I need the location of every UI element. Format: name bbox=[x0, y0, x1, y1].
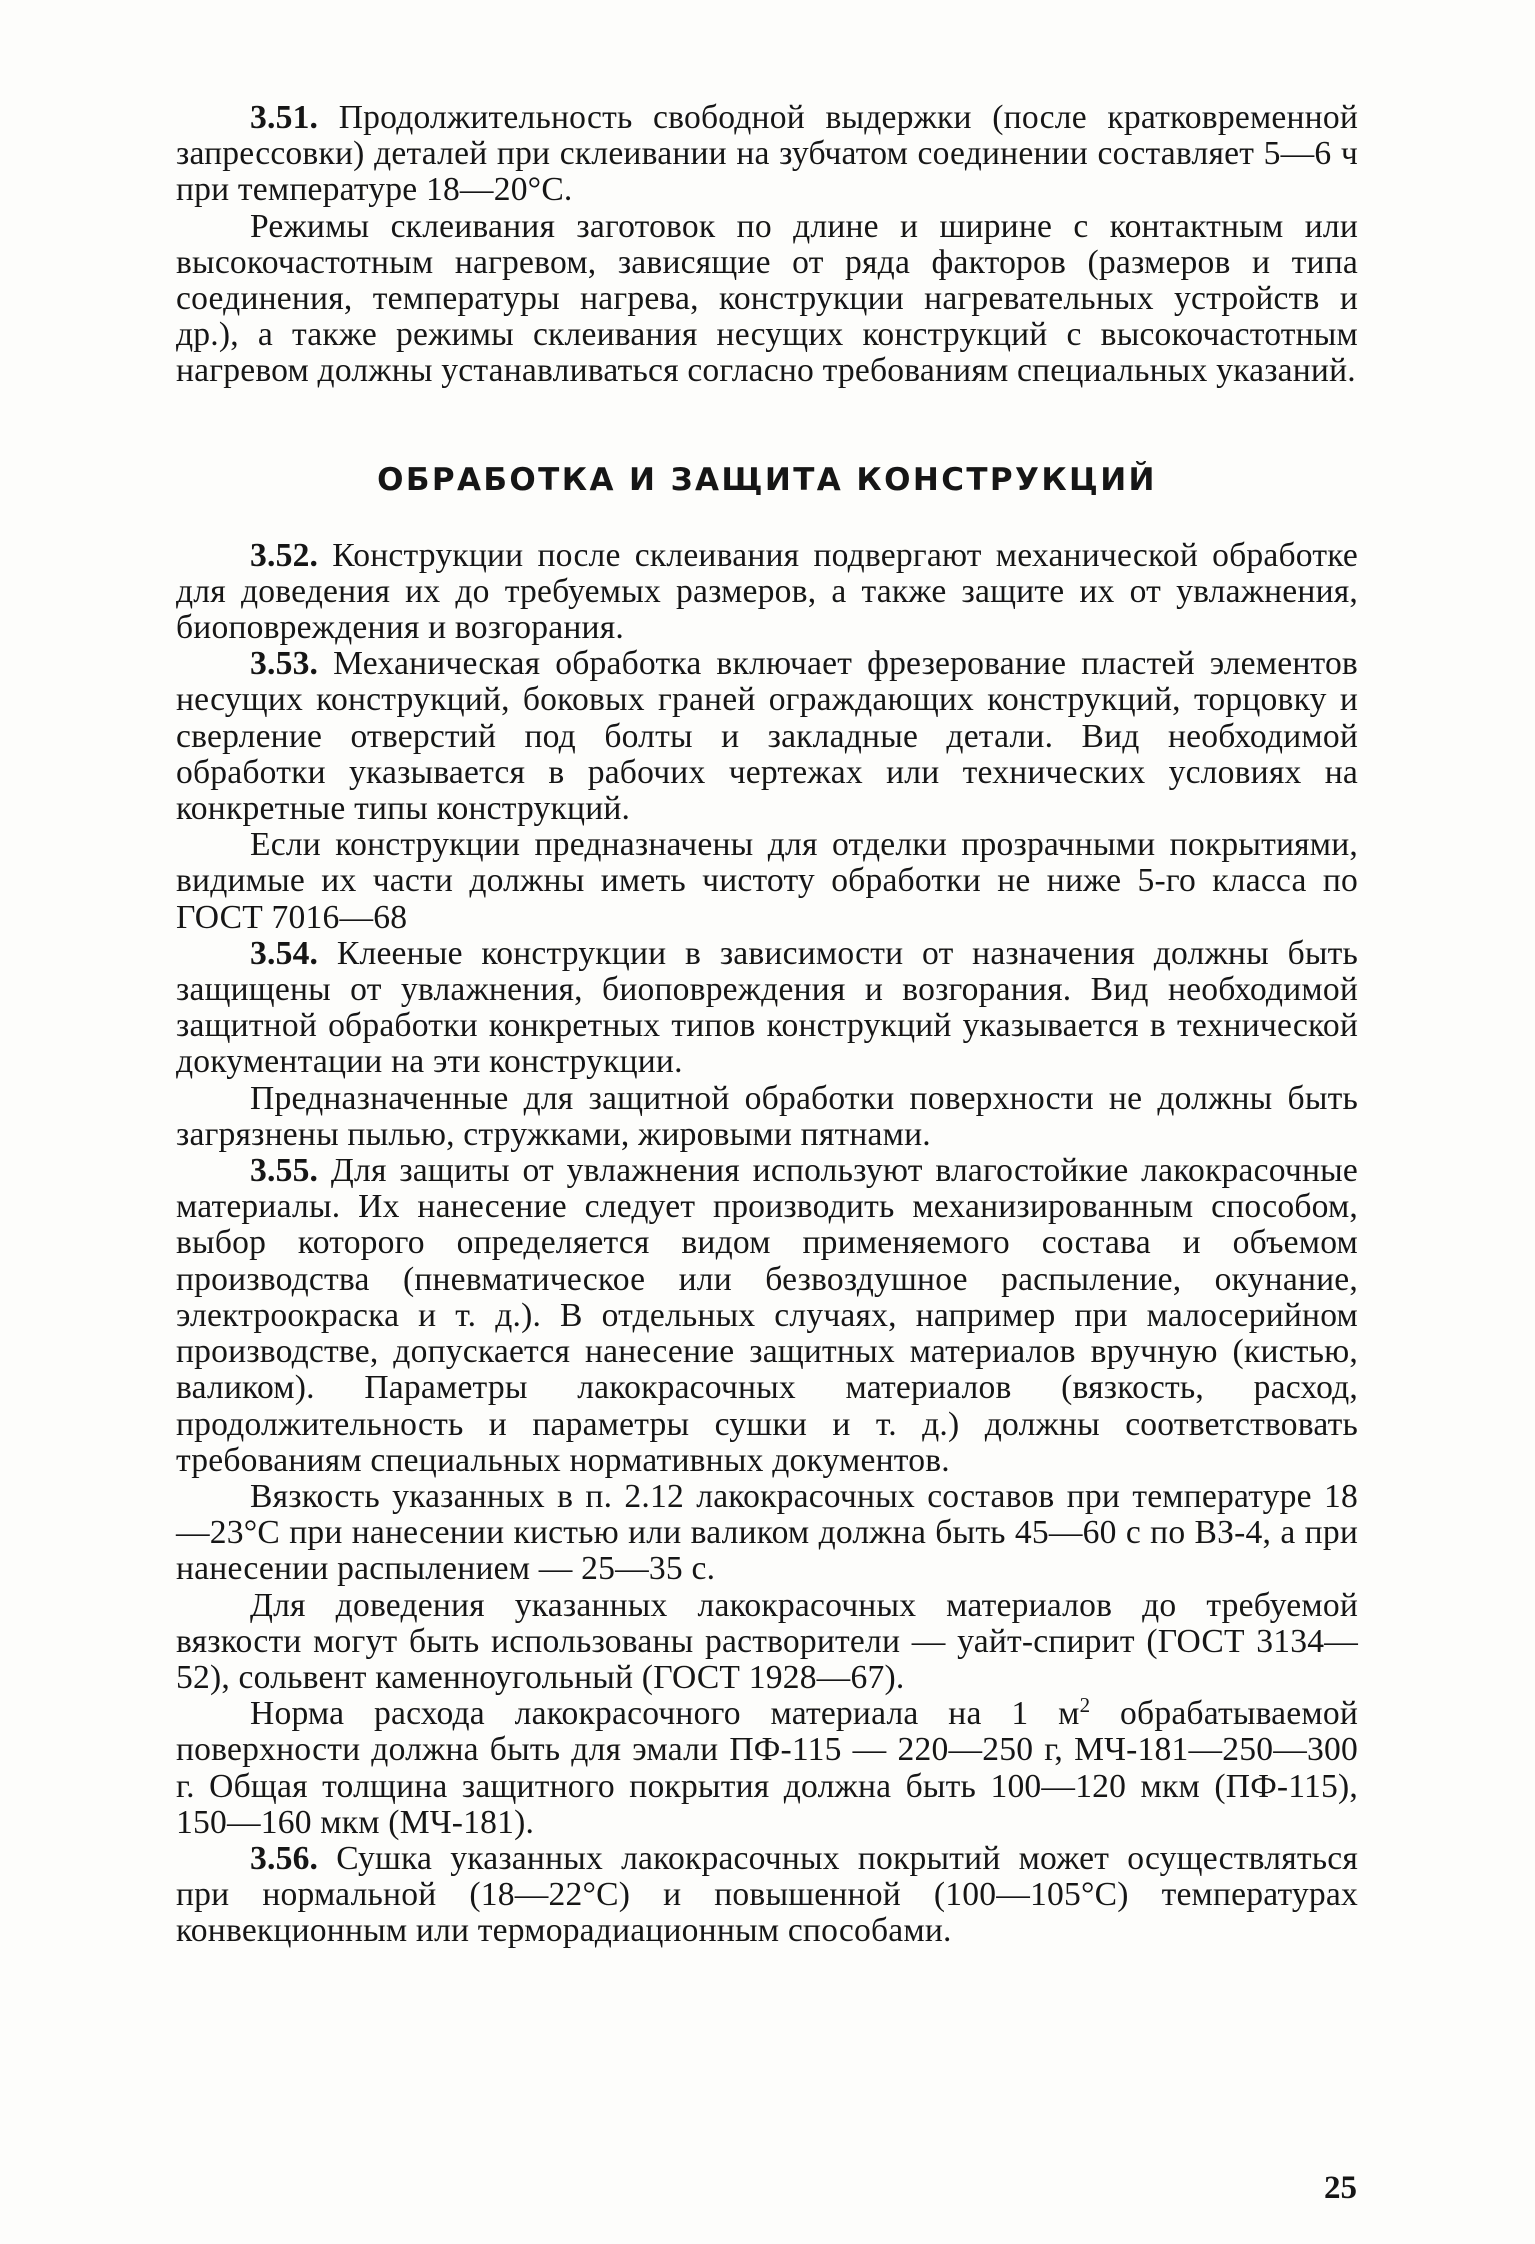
paragraph-3-55 bbox=[176, 1153, 1358, 1479]
paragraph-3-51 bbox=[176, 100, 1358, 209]
paragraph-number: 3.51. bbox=[250, 99, 319, 136]
norm-text-end: обрабатываемой поверхности должна быть для эмали ПФ-115 — 220—250 г, МЧ-181—250—300 г. Общая толщина защитного покрытия должна быть 100—120 мкм (ПФ-115), 150—160 мкм (МЧ-181). bbox=[176, 1695, 1358, 1841]
paragraph-text: Если конструкции предназначены для отделки прозрачными покрытиями, видимые их части должны иметь чистоту обработки не ниже 5-го класса по ГОСТ 7016—68 bbox=[176, 826, 1358, 936]
paragraph-gluing-modes bbox=[176, 209, 1358, 390]
paragraph-number: 3.53. bbox=[250, 645, 319, 683]
paragraph-text: Для доведения указанных лакокрасочных материалов до требуемой вязкости могут быть использованы растворители — уайт-спирит (ГОСТ 3134—52), сольвент каменноугольный (ГОСТ 1928—67). bbox=[176, 1586, 1358, 1696]
paragraph-3-53 bbox=[176, 646, 1358, 827]
paragraph-text: Конструкции после склеивания подвергают механической обработке для доведения их до требуемых размеров, а также защите их от увлажнения, биоповреждения и возгорания. bbox=[176, 536, 1358, 647]
paragraph-3-52 bbox=[176, 538, 1358, 647]
paragraph-number: 3.56. bbox=[250, 1839, 319, 1877]
paragraph-number: 3.54. bbox=[250, 934, 319, 972]
paragraph-viscosity bbox=[176, 1479, 1358, 1588]
paragraph-text: Вязкость указанных в п. 2.12 лакокрасочных составов при температуре 18—23°С при нанесении кистью или валиком должна быть 45—60 с по ВЗ-4, а при нанесении распылением — 25—35 с. bbox=[176, 1477, 1358, 1588]
paragraph-text: Предназначенные для защитной обработки поверхности не должны быть загрязнены пылью, стружками, жировыми пятнами. bbox=[176, 1079, 1358, 1153]
superscript-2: 2 bbox=[1079, 1693, 1091, 1718]
page-number: 25 bbox=[1324, 2170, 1357, 2206]
paragraph-3-56 bbox=[176, 1841, 1358, 1950]
norm-text-start: Норма расхода лакокрасочного материала на 1 м bbox=[250, 1695, 1080, 1733]
paragraph-text: Клееные конструкции в зависимости от назначения должны быть защищены от увлажнения, биоповреждения и возгорания. Вид необходимой защитной обработки конкретных типов конструкций указывается в технической документации на эти конструкции. bbox=[176, 934, 1358, 1081]
paragraph-text: Сушка указанных лакокрасочных покрытий может осуществляться при нормальной (18—22°С) и повышенной (100—105°С) температурах конвекционным или терморадиационным способами. bbox=[176, 1839, 1358, 1950]
paragraph-text: Режимы склеивания заготовок по длине и ширине с контактным или высокочастотным нагревом, зависящие от ряда факторов (размеров и типа соединения, температуры нагрева, конструкции нагревательных устройств и др.), а также режимы склеивания несущих конструкций с высокочастотным нагревом должны устанавливаться согласно требованиям специальных указаний. bbox=[176, 207, 1358, 390]
paragraph-3-54 bbox=[176, 936, 1358, 1081]
paragraph-text: Для защиты от увлажнения используют влагостойкие лакокрасочные материалы. Их нанесение следует производить механизированным способом, выбор которого определяется видом применяемого состава и объемом производства (пневматическое или безвоздушное распыление, окунание, электроокраска и т. д.). В отдельных случаях, например при малосерийном производстве, допускается нанесение защитных материалов вручную (кистью, валиком). Параметры лакокрасочных материалов (вязкость, расход, продолжительность и параметры сушки и т. д.) должны соответствовать требованиям специальных нормативных документов. bbox=[176, 1152, 1358, 1479]
paragraph-number: 3.52. bbox=[250, 536, 319, 574]
paragraph-number: 3.55. bbox=[250, 1152, 319, 1190]
paragraph-surface-cleanliness bbox=[176, 1081, 1358, 1153]
paragraph-text: Механическая обработка включает фрезерование пластей элементов несущих конструкций, боковых граней ограждающих конструкций, торцовку и сверление отверстий под болты и закладные детали. Вид необходимой обработки указывается в рабочих чертежах или технических условиях на конкретные типы конструкций. bbox=[176, 645, 1358, 828]
section-heading: ОБРАБОТКА И ЗАЩИТА КОНСТРУКЦИЙ bbox=[377, 461, 1157, 498]
paragraph-text: Продолжительность свободной выдержки (после кратковременной запрессовки) деталей при склеивании на зубчатом соединении составляет 5—6 ч при температуре 18—20°С. bbox=[176, 99, 1358, 209]
paragraph-solvents bbox=[176, 1588, 1358, 1697]
paragraph-consumption-norm bbox=[176, 1693, 1358, 1841]
body-text bbox=[176, 100, 1358, 1950]
paragraph-transparent-coatings bbox=[176, 827, 1358, 936]
